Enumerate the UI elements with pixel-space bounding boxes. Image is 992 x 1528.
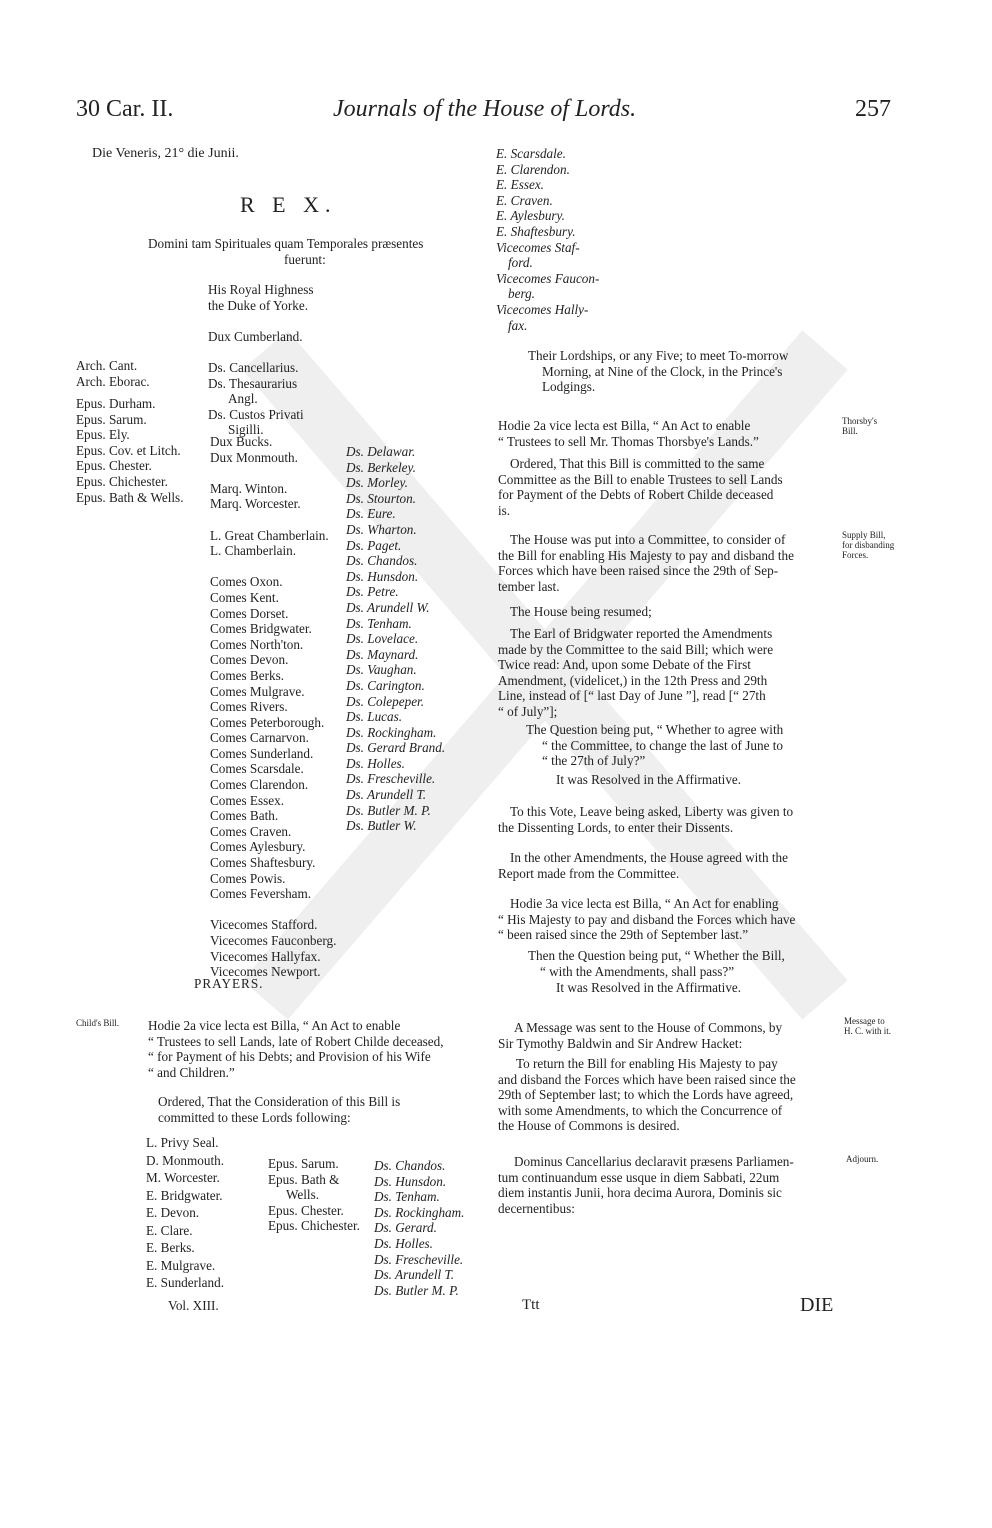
list-item: Epus. Chichester.: [268, 1218, 360, 1234]
list-item: Vicecomes Hally-: [496, 301, 589, 317]
committee-paragraph: The House was put into a Committee, to consider of the Bill for enabling His Majesty to pay and disband the Forces which have been raised since the 29th of Sep- tember last.: [498, 532, 794, 594]
list-item: E. Devon.: [146, 1205, 200, 1220]
list-item: Comes Scarsdale.: [210, 761, 304, 777]
list-item: E. Scarsdale.: [496, 146, 566, 161]
running-header-title: Journals of the House of Lords.: [333, 96, 637, 122]
list-item: Epus. Cov. et Litch.: [76, 442, 181, 458]
list-item: Ds. Frescheville.: [346, 771, 436, 787]
list-item: Comes Carnarvon.: [210, 730, 309, 746]
archbishops-list: [76, 358, 150, 389]
list-item: E. Essex.: [496, 177, 544, 193]
list-item: Arch. Eborac.: [76, 373, 150, 389]
list-item: Ds. Arundell W.: [346, 599, 430, 615]
list-item: Comes Kent.: [210, 589, 279, 605]
list-item: E. Sunderland.: [146, 1275, 225, 1290]
peers-list: [210, 434, 336, 980]
running-header-left: 30 Car. II.: [76, 96, 174, 122]
list-item: Marq. Worcester.: [210, 496, 301, 512]
question-paragraph-2: Then the Question being put, “ Whether the Bill, “ with the Amendments, shall pass?”: [528, 948, 785, 979]
list-item: Ds. Thesaurarius: [208, 375, 298, 391]
list-item: Comes Sunderland.: [210, 745, 314, 761]
list-item: Comes North'ton.: [210, 636, 304, 652]
house-resumed: The House being resumed;: [510, 604, 652, 619]
list-item: Ds. Lovelace.: [346, 631, 419, 647]
list-item: Ds. Butler W.: [346, 818, 417, 834]
page-number: 257: [855, 96, 891, 122]
list-item: Comes Aylesbury.: [210, 839, 306, 855]
margin-note-supply: Supply Bill, for disbanding Forces.: [842, 530, 895, 560]
list-item: Ds. Chandos.: [346, 553, 418, 569]
list-item: Vicecomes Faucon-: [496, 270, 600, 286]
list-item: Ds. Carington.: [346, 677, 425, 693]
list-item: Ds. Hunsdon.: [374, 1173, 447, 1189]
list-item: Ds. Berkeley.: [346, 459, 416, 475]
list-item: Ds. Colepeper.: [346, 693, 425, 709]
list-item: Ds. Wharton.: [346, 521, 417, 537]
list-item: Comes Powis.: [210, 870, 286, 886]
list-item: Comes Feversham.: [210, 886, 312, 902]
margin-note-thorsby: Thorsby's Bill.: [842, 416, 878, 436]
list-item: Comes Essex.: [210, 792, 284, 808]
margin-note-child: Child's Bill.: [76, 1018, 120, 1028]
list-item: Epus. Bath & Wells.: [76, 489, 184, 505]
prayers-heading: PRAYERS.: [194, 976, 264, 991]
list-item: Sigilli.: [228, 422, 264, 438]
margin-note-message: Message to H. C. with it.: [844, 1016, 892, 1036]
list-item: Comes Mulgrave.: [210, 683, 305, 699]
list-item: Vicecomes Staf-: [496, 239, 580, 255]
dissent-paragraph: To this Vote, Leave being asked, Liberty was given to the Dissenting Lords, to enter their Dissents.: [498, 804, 794, 835]
message-paragraph: A Message was sent to the House of Commons, by Sir Tymothy Baldwin and Sir Andrew Hacket:: [498, 1020, 783, 1051]
list-item: Ds. Lucas.: [346, 709, 403, 725]
list-item: Dux Monmouth.: [210, 449, 298, 465]
list-item: L. Great Chamberlain.: [210, 527, 329, 543]
list-item: Vicecomes Hallyfax.: [210, 948, 321, 964]
list-item: Ds. Arundell T.: [346, 787, 427, 803]
list-item: Epus. Sarum.: [268, 1156, 339, 1171]
committee-continued-list: [496, 146, 599, 333]
date-line: Die Veneris, 21° die Junii.: [92, 146, 239, 161]
child-bill-paragraph: Hodie 2a vice lecta est Billa, “ An Act to enable “ Trustees to sell Lands, late of Robert Childe deceased, “ for Payment of his Debts; and Provision of his Wife “ and Children.”: [148, 1018, 444, 1080]
lordships-paragraph: Their Lordships, or any Five; to meet To-morrow Morning, at Nine of the Clock, in the Prince's Lodgings.: [528, 348, 789, 395]
list-item: M. Worcester.: [146, 1170, 220, 1185]
list-item: Comes Craven.: [210, 823, 292, 839]
list-item: E. Clarendon.: [496, 161, 570, 177]
resolved-affirmative-1: It was Resolved in the Affirmative.: [556, 772, 742, 787]
list-item: Dux Cumberland.: [208, 328, 303, 344]
list-item: E. Mulgrave.: [146, 1257, 216, 1273]
barons-list: [346, 444, 445, 834]
list-item: Ds. Tenham.: [374, 1189, 440, 1205]
list-item: Ds. Butler M. P.: [374, 1282, 459, 1298]
list-item: Comes Rivers.: [210, 699, 288, 715]
list-item: Marq. Winton.: [210, 480, 288, 496]
committee-barons: [374, 1158, 464, 1298]
list-item: Epus. Durham.: [76, 396, 156, 411]
present-line-1: Domini tam Spirituales quam Temporales præsentes: [148, 236, 424, 251]
present-line-2: fuerunt:: [284, 252, 326, 267]
list-item: Comes Peterborough.: [210, 714, 325, 730]
list-item: L. Privy Seal.: [146, 1135, 219, 1150]
list-item: Ds. Holles.: [374, 1235, 433, 1251]
list-item: Ds. Stourton.: [346, 490, 416, 506]
list-item: Epus. Bath &: [268, 1171, 340, 1187]
officers-list: [208, 282, 314, 438]
list-item: Vicecomes Fauconberg.: [210, 933, 337, 948]
catchword: DIE: [800, 1294, 834, 1316]
margin-note-adjourn: Adjourn.: [846, 1154, 879, 1164]
list-item: Ds. Paget.: [346, 537, 402, 553]
volume-signature: Vol. XIII.: [168, 1298, 219, 1313]
list-item: Vicecomes Stafford.: [210, 917, 318, 933]
list-item: Ds. Eure.: [346, 506, 396, 522]
list-item: E. Aylesbury.: [496, 208, 565, 224]
list-item: L. Chamberlain.: [210, 543, 297, 559]
list-item: Ds. Chandos.: [374, 1158, 446, 1173]
committee-bishops: [268, 1156, 360, 1234]
resolved-affirmative-2: It was Resolved in the Affirmative.: [556, 980, 742, 995]
list-item: Wells.: [286, 1187, 319, 1203]
list-item: Ds. Arundell T.: [374, 1267, 455, 1283]
list-item: [210, 512, 336, 528]
list-item: His Royal Highness: [208, 282, 314, 297]
list-item: [210, 902, 336, 918]
list-item: Angl.: [228, 391, 258, 407]
list-item: D. Monmouth.: [146, 1152, 225, 1168]
list-item: Ds. Butler M. P.: [346, 802, 431, 818]
list-item: [208, 344, 314, 360]
signature-mark: Ttt: [522, 1297, 540, 1313]
third-reading-paragraph: Hodie 3a vice lecta est Billa, “ An Act for enabling “ His Majesty to pay and disband the Forces which have “ been raised since the 29th of September last.”: [498, 896, 796, 943]
list-item: Ds. Frescheville.: [374, 1251, 464, 1267]
list-item: Ds. Morley.: [346, 475, 408, 491]
list-item: Ds. Vaughan.: [346, 662, 417, 678]
list-item: Ds. Petre.: [346, 584, 399, 600]
list-item: [210, 465, 336, 481]
committee-peers: [146, 1134, 224, 1292]
list-item: ford.: [508, 255, 533, 271]
list-item: E. Berks.: [146, 1240, 195, 1255]
bishops-list: [76, 396, 184, 505]
list-item: Comes Oxon.: [210, 574, 283, 590]
list-item: berg.: [508, 286, 535, 302]
list-item: Ds. Rockingham.: [346, 724, 437, 740]
list-item: Ds. Tenham.: [346, 615, 412, 631]
list-item: Comes Shaftesbury.: [210, 855, 316, 871]
list-item: Ds. Rockingham.: [374, 1204, 465, 1220]
list-item: Ds. Holles.: [346, 755, 405, 771]
list-item: Ds. Custos Privati: [208, 406, 304, 422]
list-item: Vicecomes Newport.: [210, 964, 321, 980]
thorsby-bill-paragraph: Hodie 2a vice lecta est Billa, “ An Act to enable “ Trustees to sell Mr. Thomas Thorsbye's Lands.”: [498, 418, 759, 449]
list-item: Comes Bridgwater.: [210, 621, 312, 637]
list-item: Comes Dorset.: [210, 605, 289, 621]
list-item: Dux Bucks.: [210, 434, 273, 449]
list-item: Epus. Chichester.: [76, 473, 168, 489]
list-item: Comes Clarendon.: [210, 777, 309, 793]
ordered-paragraph: Ordered, That the Consideration of this Bill is committed to these Lords following:: [158, 1094, 401, 1125]
list-item: Epus. Sarum.: [76, 411, 147, 427]
list-item: Comes Devon.: [210, 652, 289, 668]
list-item: Epus. Ely.: [76, 427, 130, 443]
list-item: [210, 559, 336, 575]
list-item: Epus. Chester.: [268, 1202, 344, 1218]
list-item: E. Craven.: [496, 192, 553, 208]
return-bill-paragraph: To return the Bill for enabling His Majesty to pay and disband the Forces which have been raised since the 29th of September last; to which the Lords have agreed, with some Amendments, to which the Concurrence of the House of Commons is desired.: [498, 1056, 796, 1134]
list-item: Ds. Delawar.: [346, 444, 416, 459]
list-item: E. Shaftesbury.: [496, 223, 576, 239]
list-item: Ds. Gerard Brand.: [346, 740, 446, 756]
rex-heading: R E X.: [240, 192, 337, 217]
list-item: E. Bridgwater.: [146, 1187, 223, 1203]
list-item: Epus. Chester.: [76, 458, 152, 474]
list-item: E. Clare.: [146, 1222, 193, 1238]
list-item: Ds. Cancellarius.: [208, 359, 299, 375]
list-item: [208, 313, 314, 329]
question-paragraph-1: The Question being put, “ Whether to agree with “ the Committee, to change the last of June to “ the 27th of July?”: [526, 722, 784, 769]
list-item: Ds. Hunsdon.: [346, 568, 419, 584]
list-item: Ds. Maynard.: [346, 646, 419, 662]
adjourn-paragraph: Dominus Cancellarius declaravit præsens Parliamen- tum continuandum esse usque in diem Sabbati, 22um diem instantis Junii, hora decima Aurora, Dominis sic decernentibus:: [498, 1154, 794, 1216]
list-item: the Duke of Yorke.: [208, 297, 308, 313]
other-amendments-paragraph: In the other Amendments, the House agreed with the Report made from the Committee.: [498, 850, 788, 881]
list-item: Arch. Cant.: [76, 358, 138, 373]
list-item: Ds. Gerard.: [374, 1220, 437, 1236]
list-item: Comes Bath.: [210, 808, 279, 824]
report-paragraph: The Earl of Bridgwater reported the Amendments made by the Committee to the said Bill; which were Twice read: And, upon some Debate of the First Amendment, (videlicet,) in the 12th Press and 29th Line, instead of [“ last Day of June ”], read [“ 27th “ of July”];: [498, 626, 774, 719]
ordered-same-committee: Ordered, That this Bill is committed to the same Committee as the Bill to enable Trustees to sell Lands for Payment of the Debts of Robert Childe deceased is.: [498, 456, 783, 518]
list-item: fax.: [508, 317, 528, 333]
list-item: Comes Berks.: [210, 667, 284, 683]
